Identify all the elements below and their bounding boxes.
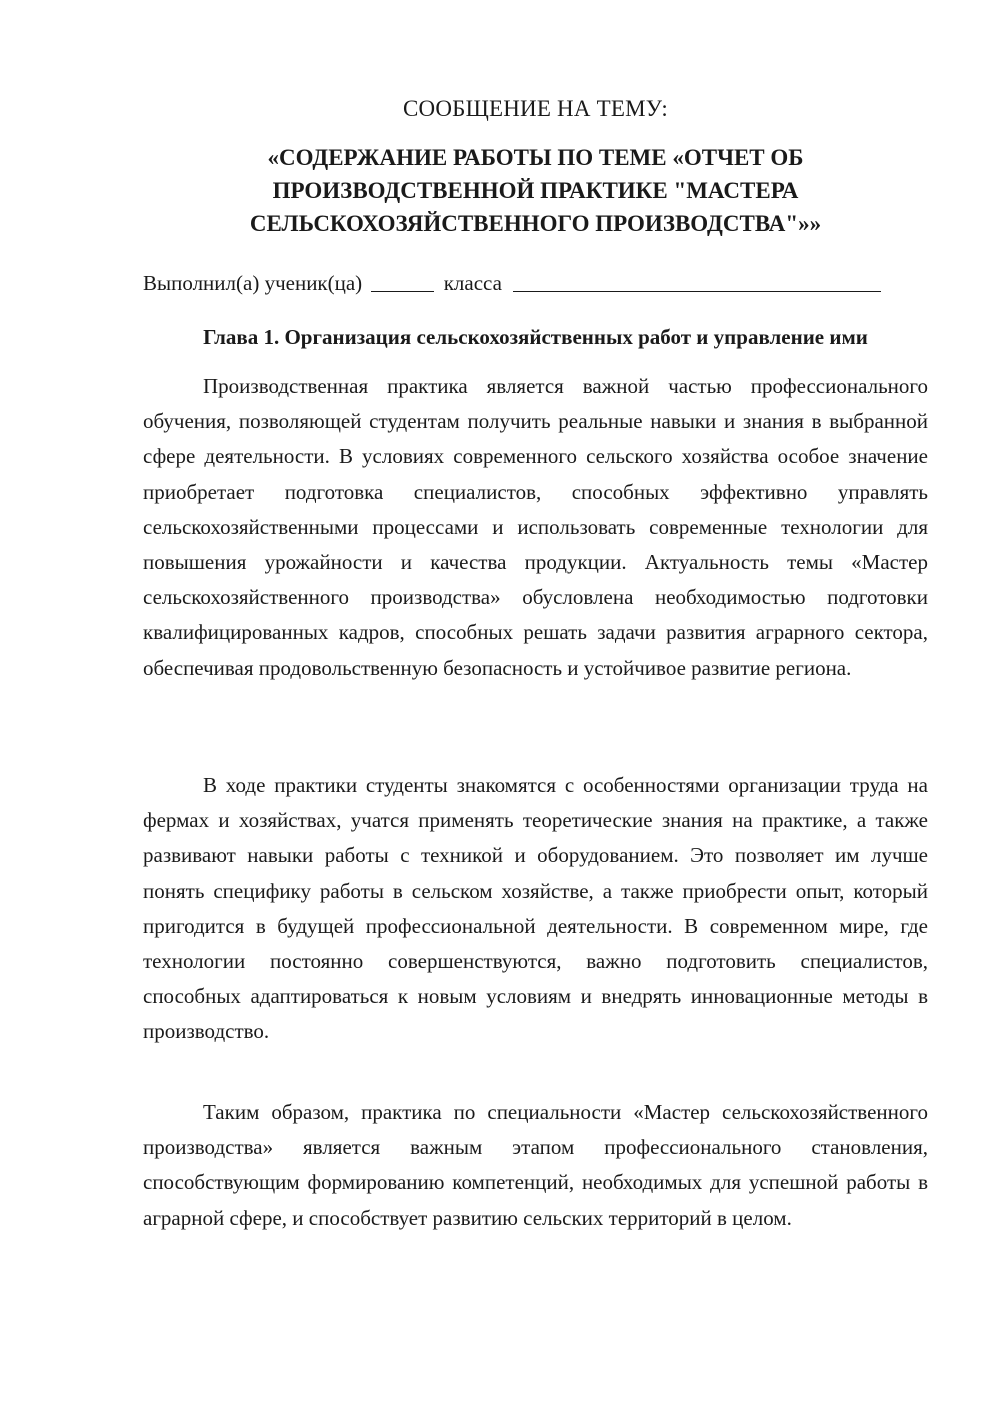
paragraph-3: Таким образом, практика по специальности «Мастер сельскохозяйственного производства» является важным этапом профессионального становления, способствующим формированию компетенций, необходимых для успешной работы в аграрной сфере, и способствует развитию сельских территорий в целом. [143, 1100, 928, 1230]
paragraph-2: В ходе практики студенты знакомятся с особенностями организации труда на фермах и хозяйствах, учатся применять теоретические знания на практике, а также развивают навыки работы с техникой и оборудованием. Это позволяет им лучше понять специфику работы в сельском хозяйстве, а также приобрести опыт, который пригодится в будущей профессиональной деятельности. В современном мире, где технологии постоянно совершенствуются, важно подготовить специалистов, способных адаптироваться к новым условиям и внедрять инновационные методы в производство. [143, 773, 928, 1044]
paragraph-1: Производственная практика является важной частью профессионального обучения, позволяющей студентам получить реальные навыки и знания в выбранной сфере деятельности. В условиях современного сельского хозяйства особое значение приобретает подготовка специалистов, способных эффективно управлять сельскохозяйственными процессами и использовать современные технологии для повышения урожайности и качества продукции. Актуальность темы «Мастер сельскохозяйственного производства» обусловлена необходимостью подготовки квалифицированных кадров, способных решать задачи развития аграрного сектора, обеспечивая продовольственную безопасность и устойчивое развитие региона. [143, 374, 928, 680]
signature-line [143, 268, 928, 298]
student-name-blank [513, 269, 881, 292]
chapter-heading: Глава 1. Организация сельскохозяйственных работ и управление ими [203, 325, 868, 349]
class-label: класса [443, 271, 502, 295]
student-label: Выполнил(а) ученик(ца) [143, 271, 363, 295]
document-subtitle: СООБЩЕНИЕ НА ТЕМУ: [403, 96, 668, 121]
class-number-blank [371, 269, 434, 292]
document-title: «СОДЕРЖАНИЕ РАБОТЫ ПО ТЕМЕ «ОТЧЕТ ОБ ПРОИЗВОДСТВЕННОЙ ПРАКТИКЕ "МАСТЕРА СЕЛЬСКОХОЗЯЙСТВЕННОГО ПРОИЗВОДСТВА"»» [249, 145, 822, 236]
